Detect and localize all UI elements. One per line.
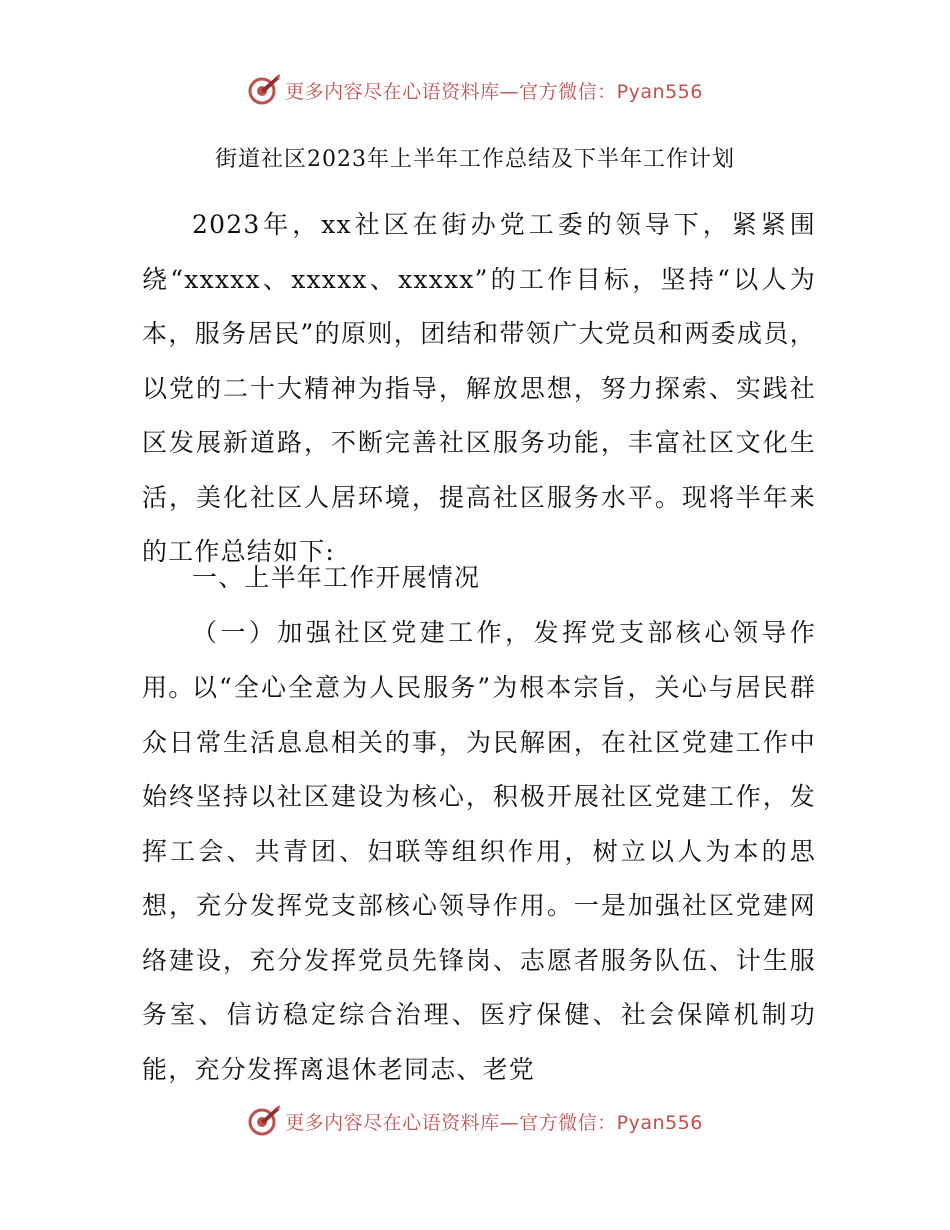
watermark-banner-bottom <box>0 1101 950 1141</box>
body-paragraph: 以“全心全意为人民服务”为根本宗旨，关心与居民群众日常生活息息相关的事，为民解困，在社区党建工作中始终坚持以社区建设为核心，积极开展社区党建工作，发挥工会、共青团、妇联等组织作用，树立以人为本的思想，充分发挥党支部核心领导作用。一是加强社区党建网络建设，充分发挥党员先锋岗、志愿者服务队伍、计生服务室、信访稳定综合治理、医疗保健、社会保障机制功能，充分发挥离退休老同志、老党 <box>142 673 816 1084</box>
watermark-text: 更多内容尽在心语资料库—官方微信：Pyan556 <box>285 80 703 103</box>
stamp-logo-icon <box>247 1104 281 1138</box>
watermark-banner-top <box>0 70 950 110</box>
subsection-heading: （一）加强社区党建工作，发挥党支部核心领导作用。 <box>142 618 816 702</box>
document-title: 街道社区2023年上半年工作总结及下半年工作计划 <box>215 147 735 172</box>
section-heading: 一、上半年工作开展情况 <box>192 563 481 592</box>
stamp-logo-icon <box>247 73 281 107</box>
watermark-text: 更多内容尽在心语资料库—官方微信：Pyan556 <box>285 1111 703 1134</box>
intro-paragraph: 2023年，xx社区在街办党工委的领导下，紧紧围绕“xxxxx、xxxxx、xxxxx”的工作目标，坚持“以人为本，服务居民”的原则，团结和带领广大党员和两委成员，以党的二十大精神为指导，解放思想，努力探索、实践社区发展新道路，不断完善社区服务功能，丰富社区文化生活，美化社区人居环境，提高社区服务水平。现将半年来的工作总结如下: <box>142 210 816 566</box>
